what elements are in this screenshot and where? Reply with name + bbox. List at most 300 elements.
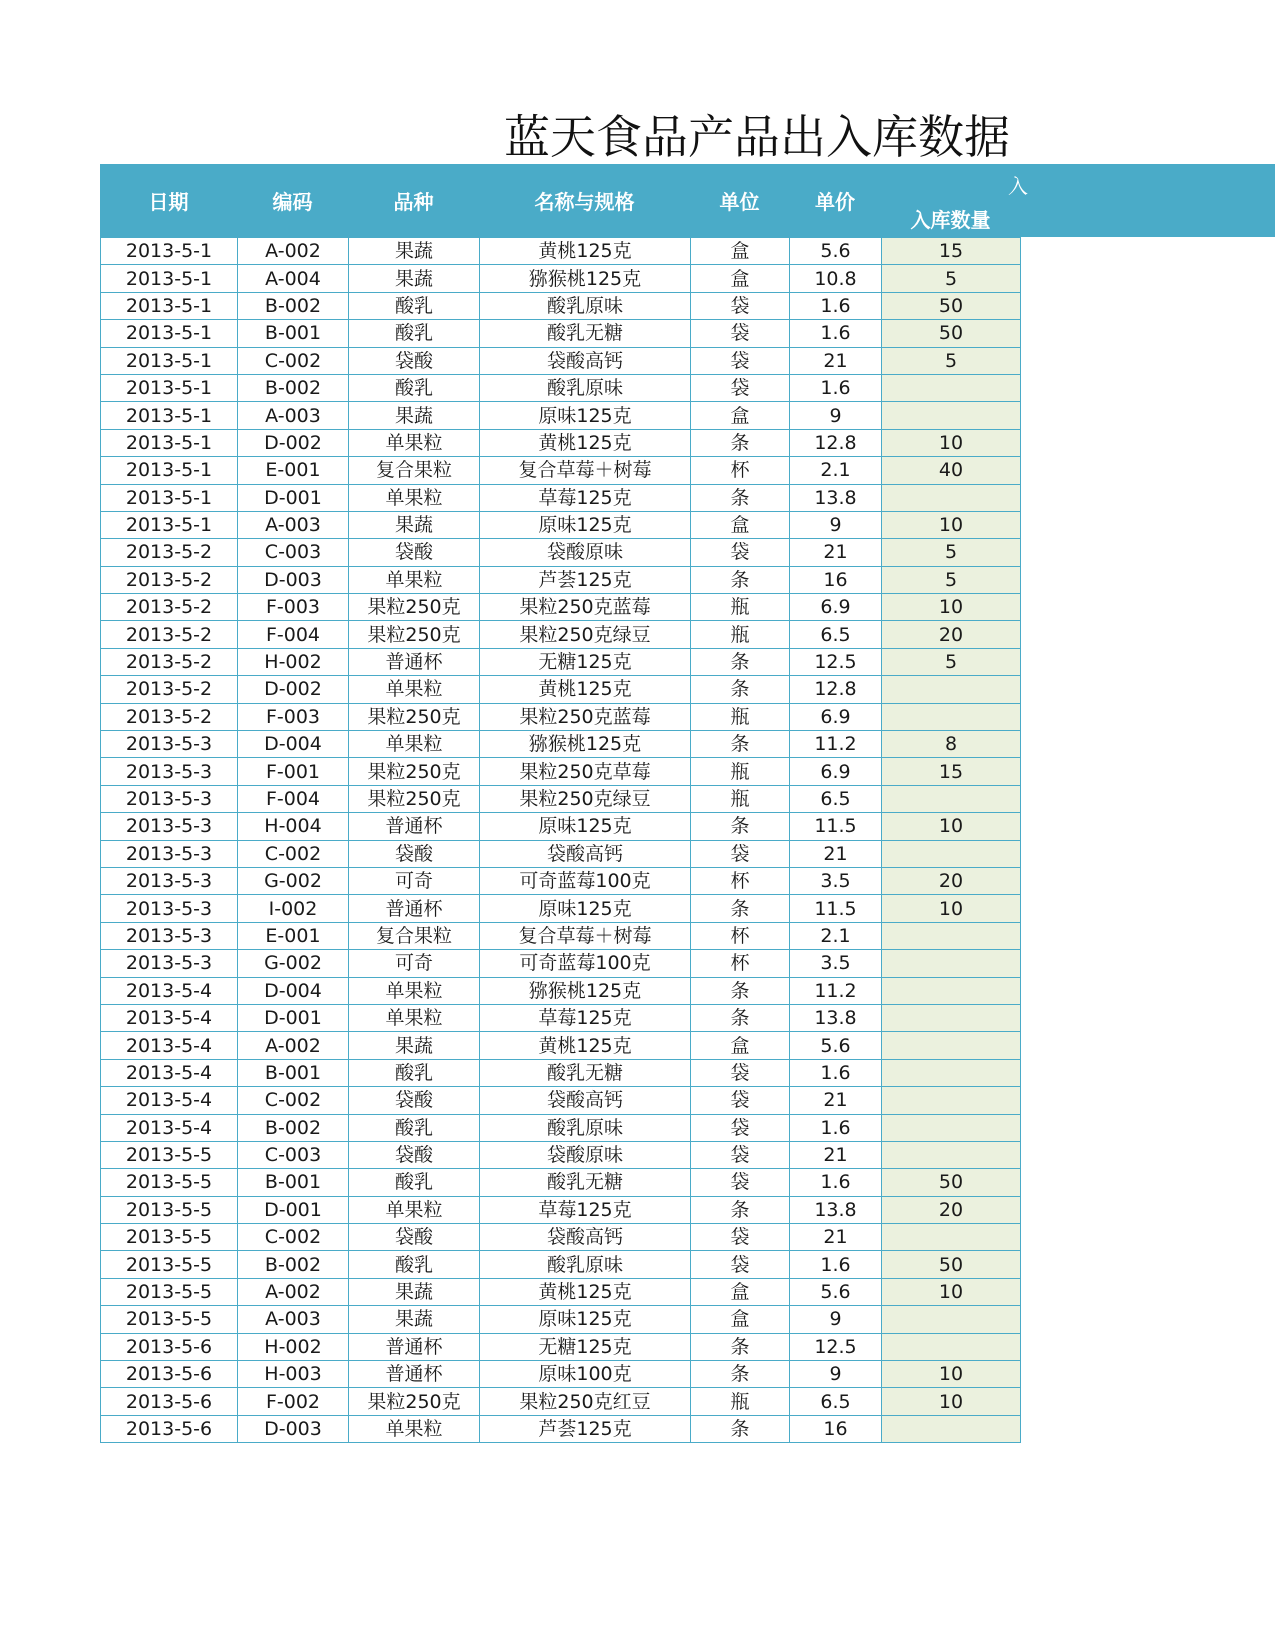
table-row — [101, 1224, 1021, 1251]
cell-name-spec: 芦荟125克 — [480, 566, 691, 593]
table-row — [101, 1087, 1021, 1114]
cell-code: B-001 — [238, 320, 349, 347]
cell-unit-price: 1.6 — [790, 320, 882, 347]
cell-code: A-003 — [238, 1306, 349, 1333]
table-row — [101, 402, 1021, 429]
cell-in-qty: 5 — [882, 539, 1021, 566]
cell-name-spec: 猕猴桃125克 — [480, 731, 691, 758]
cell-code: D-004 — [238, 731, 349, 758]
cell-unit: 杯 — [691, 457, 790, 484]
cell-code: C-002 — [238, 840, 349, 867]
cell-in-qty: 10 — [882, 895, 1021, 922]
cell-code: B-001 — [238, 1059, 349, 1086]
cell-category: 果蔬 — [349, 1306, 480, 1333]
cell-name-spec: 果粒250克蓝莓 — [480, 703, 691, 730]
cell-date: 2013-5-1 — [101, 265, 238, 292]
cell-unit: 条 — [691, 895, 790, 922]
cell-name-spec: 芦荟125克 — [480, 1415, 691, 1442]
cell-category: 果蔬 — [349, 265, 480, 292]
cell-name-spec: 无糖125克 — [480, 1333, 691, 1360]
table-row — [101, 1032, 1021, 1059]
cell-in-qty — [882, 1087, 1021, 1114]
cell-date: 2013-5-2 — [101, 703, 238, 730]
cell-date: 2013-5-4 — [101, 1032, 238, 1059]
cell-unit-price: 12.5 — [790, 1333, 882, 1360]
cell-in-qty: 50 — [882, 1251, 1021, 1278]
cell-in-qty: 5 — [882, 347, 1021, 374]
cell-in-qty: 50 — [882, 1169, 1021, 1196]
cell-unit-price: 1.6 — [790, 1169, 882, 1196]
cell-date: 2013-5-1 — [101, 511, 238, 538]
cell-category: 单果粒 — [349, 731, 480, 758]
cell-category: 果蔬 — [349, 238, 480, 265]
cell-code: B-002 — [238, 1251, 349, 1278]
cell-date: 2013-5-6 — [101, 1388, 238, 1415]
cell-category: 可奇 — [349, 950, 480, 977]
cell-name-spec: 酸乳无糖 — [480, 1169, 691, 1196]
table-row — [101, 758, 1021, 785]
table-row — [101, 484, 1021, 511]
cell-code: I-002 — [238, 895, 349, 922]
cell-name-spec: 果粒250克绿豆 — [480, 785, 691, 812]
cell-category: 酸乳 — [349, 374, 480, 401]
cell-code: F-002 — [238, 1388, 349, 1415]
cell-code: H-004 — [238, 813, 349, 840]
cell-category: 普通杯 — [349, 648, 480, 675]
cell-unit: 条 — [691, 648, 790, 675]
cell-code: A-002 — [238, 1278, 349, 1305]
table-row — [101, 813, 1021, 840]
cell-unit-price: 21 — [790, 539, 882, 566]
cell-unit-price: 5.6 — [790, 1278, 882, 1305]
cell-category: 酸乳 — [349, 1059, 480, 1086]
cell-unit: 瓶 — [691, 703, 790, 730]
cell-category: 果粒250克 — [349, 703, 480, 730]
cell-date: 2013-5-4 — [101, 1004, 238, 1031]
cell-name-spec: 酸乳原味 — [480, 1114, 691, 1141]
cell-unit-price: 2.1 — [790, 457, 882, 484]
cell-name-spec: 无糖125克 — [480, 648, 691, 675]
cell-in-qty: 10 — [882, 1388, 1021, 1415]
header-in-qty: 入库数量 — [910, 208, 991, 232]
cell-unit-price: 21 — [790, 347, 882, 374]
cell-name-spec: 原味125克 — [480, 895, 691, 922]
cell-name-spec: 果粒250克蓝莓 — [480, 594, 691, 621]
cell-code: A-004 — [238, 265, 349, 292]
cell-unit: 盒 — [691, 1306, 790, 1333]
cell-date: 2013-5-6 — [101, 1361, 238, 1388]
cell-unit: 条 — [691, 1415, 790, 1442]
table-row — [101, 1251, 1021, 1278]
cell-name-spec: 草莓125克 — [480, 1004, 691, 1031]
cell-name-spec: 原味100克 — [480, 1361, 691, 1388]
cell-unit: 袋 — [691, 347, 790, 374]
cell-unit-price: 5.6 — [790, 238, 882, 265]
table-row — [101, 1361, 1021, 1388]
cell-date: 2013-5-5 — [101, 1306, 238, 1333]
cell-unit-price: 21 — [790, 1224, 882, 1251]
cell-unit-price: 3.5 — [790, 950, 882, 977]
cell-name-spec: 袋酸高钙 — [480, 1087, 691, 1114]
cell-code: F-004 — [238, 785, 349, 812]
cell-unit-price: 16 — [790, 566, 882, 593]
cell-name-spec: 袋酸原味 — [480, 1141, 691, 1168]
cell-unit-price: 12.5 — [790, 648, 882, 675]
cell-in-qty — [882, 840, 1021, 867]
cell-category: 单果粒 — [349, 1196, 480, 1223]
cell-date: 2013-5-3 — [101, 731, 238, 758]
cell-date: 2013-5-1 — [101, 402, 238, 429]
cell-code: B-002 — [238, 292, 349, 319]
cell-unit-price: 13.8 — [790, 1004, 882, 1031]
cell-code: E-001 — [238, 922, 349, 949]
cell-date: 2013-5-4 — [101, 1059, 238, 1086]
cell-unit: 杯 — [691, 867, 790, 894]
cell-name-spec: 黄桃125克 — [480, 1032, 691, 1059]
table-row — [101, 457, 1021, 484]
table-row — [101, 895, 1021, 922]
cell-category: 可奇 — [349, 867, 480, 894]
cell-category: 单果粒 — [349, 429, 480, 456]
cell-category: 酸乳 — [349, 1251, 480, 1278]
cell-unit: 袋 — [691, 1224, 790, 1251]
table-row — [101, 292, 1021, 319]
cell-in-qty: 20 — [882, 1196, 1021, 1223]
cell-in-qty — [882, 1141, 1021, 1168]
table-row — [101, 867, 1021, 894]
cell-code: B-002 — [238, 1114, 349, 1141]
cell-name-spec: 酸乳无糖 — [480, 320, 691, 347]
cell-in-qty — [882, 785, 1021, 812]
cell-category: 果蔬 — [349, 1278, 480, 1305]
cell-code: D-002 — [238, 429, 349, 456]
cell-date: 2013-5-5 — [101, 1278, 238, 1305]
cell-code: H-002 — [238, 1333, 349, 1360]
cell-code: C-002 — [238, 1224, 349, 1251]
cell-code: C-003 — [238, 1141, 349, 1168]
cell-in-qty: 8 — [882, 731, 1021, 758]
table-body — [101, 238, 1021, 1443]
cell-name-spec: 酸乳原味 — [480, 374, 691, 401]
cell-date: 2013-5-5 — [101, 1141, 238, 1168]
cell-date: 2013-5-3 — [101, 785, 238, 812]
cell-date: 2013-5-2 — [101, 676, 238, 703]
cell-unit: 条 — [691, 429, 790, 456]
cell-date: 2013-5-6 — [101, 1333, 238, 1360]
cell-unit: 条 — [691, 1004, 790, 1031]
table-row — [101, 1141, 1021, 1168]
cell-name-spec: 原味125克 — [480, 813, 691, 840]
cell-code: C-002 — [238, 1087, 349, 1114]
cell-unit: 瓶 — [691, 758, 790, 785]
header-unit-price: 单价 — [815, 190, 855, 214]
cell-code: H-002 — [238, 648, 349, 675]
cell-category: 酸乳 — [349, 320, 480, 347]
cell-date: 2013-5-1 — [101, 292, 238, 319]
cell-unit-price: 11.5 — [790, 813, 882, 840]
cell-unit: 条 — [691, 1333, 790, 1360]
cell-in-qty — [882, 977, 1021, 1004]
cell-code: B-002 — [238, 374, 349, 401]
table-row — [101, 1059, 1021, 1086]
cell-unit: 袋 — [691, 539, 790, 566]
cell-category: 果蔬 — [349, 1032, 480, 1059]
cell-unit: 盒 — [691, 265, 790, 292]
cell-category: 酸乳 — [349, 292, 480, 319]
table-row — [101, 1278, 1021, 1305]
cell-unit-price: 10.8 — [790, 265, 882, 292]
cell-name-spec: 酸乳原味 — [480, 292, 691, 319]
cell-unit: 条 — [691, 566, 790, 593]
cell-unit-price: 5.6 — [790, 1032, 882, 1059]
table-row — [101, 238, 1021, 265]
cell-name-spec: 猕猴桃125克 — [480, 265, 691, 292]
cell-unit: 瓶 — [691, 621, 790, 648]
cell-unit: 袋 — [691, 1114, 790, 1141]
cell-date: 2013-5-1 — [101, 238, 238, 265]
cell-category: 普通杯 — [349, 1361, 480, 1388]
header-code: 编码 — [272, 190, 313, 214]
table-row — [101, 594, 1021, 621]
cell-unit-price: 3.5 — [790, 867, 882, 894]
cell-unit: 瓶 — [691, 1388, 790, 1415]
table-row — [101, 1004, 1021, 1031]
cell-date: 2013-5-1 — [101, 457, 238, 484]
cell-category: 复合果粒 — [349, 457, 480, 484]
cell-date: 2013-5-6 — [101, 1415, 238, 1442]
cell-name-spec: 原味125克 — [480, 1306, 691, 1333]
cell-unit-price: 12.8 — [790, 676, 882, 703]
cell-code: A-002 — [238, 238, 349, 265]
cell-unit: 盒 — [691, 402, 790, 429]
cell-unit: 袋 — [691, 1169, 790, 1196]
header-name-spec: 名称与规格 — [534, 190, 635, 214]
cell-unit: 杯 — [691, 922, 790, 949]
cell-unit: 袋 — [691, 320, 790, 347]
cell-in-qty — [882, 1333, 1021, 1360]
cell-date: 2013-5-4 — [101, 1114, 238, 1141]
cell-name-spec: 袋酸高钙 — [480, 347, 691, 374]
cell-unit-price: 16 — [790, 1415, 882, 1442]
cell-in-qty: 10 — [882, 594, 1021, 621]
cell-name-spec: 果粒250克红豆 — [480, 1388, 691, 1415]
cell-date: 2013-5-1 — [101, 484, 238, 511]
cell-name-spec: 可奇蓝莓100克 — [480, 867, 691, 894]
cell-name-spec: 草莓125克 — [480, 1196, 691, 1223]
cell-date: 2013-5-3 — [101, 867, 238, 894]
cell-unit-price: 1.6 — [790, 1059, 882, 1086]
cell-code: C-003 — [238, 539, 349, 566]
table-row — [101, 511, 1021, 538]
page-title: 蓝天食品产品出入库数据 — [504, 110, 1010, 164]
cell-unit: 袋 — [691, 1141, 790, 1168]
cell-unit-price: 6.5 — [790, 785, 882, 812]
table-row — [101, 621, 1021, 648]
cell-name-spec: 酸乳原味 — [480, 1251, 691, 1278]
cell-code: C-002 — [238, 347, 349, 374]
cell-date: 2013-5-3 — [101, 922, 238, 949]
cell-date: 2013-5-2 — [101, 594, 238, 621]
cell-unit-price: 6.9 — [790, 758, 882, 785]
cell-date: 2013-5-3 — [101, 895, 238, 922]
cell-category: 袋酸 — [349, 1087, 480, 1114]
cell-in-qty: 20 — [882, 621, 1021, 648]
cell-name-spec: 黄桃125克 — [480, 1278, 691, 1305]
header-category: 品种 — [393, 190, 434, 214]
cell-date: 2013-5-2 — [101, 566, 238, 593]
cell-date: 2013-5-1 — [101, 374, 238, 401]
cell-in-qty: 20 — [882, 867, 1021, 894]
cell-category: 酸乳 — [349, 1169, 480, 1196]
cell-date: 2013-5-2 — [101, 539, 238, 566]
cell-unit: 条 — [691, 676, 790, 703]
cell-category: 酸乳 — [349, 1114, 480, 1141]
cell-category: 果粒250克 — [349, 785, 480, 812]
cell-unit: 条 — [691, 1361, 790, 1388]
table-row — [101, 320, 1021, 347]
cell-unit-price: 1.6 — [790, 1114, 882, 1141]
cell-unit: 条 — [691, 813, 790, 840]
cell-unit-price: 6.9 — [790, 594, 882, 621]
cell-name-spec: 黄桃125克 — [480, 429, 691, 456]
table-row — [101, 731, 1021, 758]
cell-unit-price: 1.6 — [790, 1251, 882, 1278]
cell-category: 袋酸 — [349, 1224, 480, 1251]
table-row — [101, 1388, 1021, 1415]
table-row — [101, 1333, 1021, 1360]
cell-unit: 杯 — [691, 950, 790, 977]
cell-unit-price: 12.8 — [790, 429, 882, 456]
cell-code: F-003 — [238, 594, 349, 621]
cell-category: 果粒250克 — [349, 1388, 480, 1415]
header-unit: 单位 — [719, 190, 760, 214]
cell-code: D-003 — [238, 566, 349, 593]
cell-code: D-001 — [238, 484, 349, 511]
cell-category: 普通杯 — [349, 813, 480, 840]
cell-category: 果粒250克 — [349, 594, 480, 621]
cell-name-spec: 袋酸高钙 — [480, 1224, 691, 1251]
cell-name-spec: 原味125克 — [480, 402, 691, 429]
cell-date: 2013-5-1 — [101, 429, 238, 456]
table-row — [101, 922, 1021, 949]
cell-in-qty — [882, 1004, 1021, 1031]
cell-code: F-004 — [238, 621, 349, 648]
cell-category: 袋酸 — [349, 347, 480, 374]
cell-unit-price: 9 — [790, 402, 882, 429]
table-row — [101, 1169, 1021, 1196]
cell-unit-price: 11.5 — [790, 895, 882, 922]
cell-name-spec: 袋酸高钙 — [480, 840, 691, 867]
cell-code: A-003 — [238, 511, 349, 538]
cell-name-spec: 黄桃125克 — [480, 676, 691, 703]
cell-date: 2013-5-2 — [101, 648, 238, 675]
cell-category: 普通杯 — [349, 1333, 480, 1360]
cell-unit-price: 13.8 — [790, 1196, 882, 1223]
cell-code: G-002 — [238, 950, 349, 977]
cell-category: 单果粒 — [349, 566, 480, 593]
cell-unit: 条 — [691, 731, 790, 758]
cell-unit-price: 9 — [790, 511, 882, 538]
table-row — [101, 785, 1021, 812]
cell-in-qty — [882, 1059, 1021, 1086]
inventory-table — [100, 237, 1021, 1443]
cell-category: 果蔬 — [349, 511, 480, 538]
cell-code: F-001 — [238, 758, 349, 785]
cell-unit: 盒 — [691, 1032, 790, 1059]
cell-category: 果粒250克 — [349, 621, 480, 648]
cell-name-spec: 猕猴桃125克 — [480, 977, 691, 1004]
cell-unit-price: 21 — [790, 1087, 882, 1114]
cell-code: H-003 — [238, 1361, 349, 1388]
cell-date: 2013-5-4 — [101, 1087, 238, 1114]
cell-code: D-004 — [238, 977, 349, 1004]
cell-code: A-002 — [238, 1032, 349, 1059]
cell-date: 2013-5-5 — [101, 1224, 238, 1251]
cell-in-qty: 40 — [882, 457, 1021, 484]
cell-unit: 袋 — [691, 292, 790, 319]
cell-in-qty — [882, 484, 1021, 511]
cell-unit: 条 — [691, 977, 790, 1004]
table-row — [101, 347, 1021, 374]
cell-date: 2013-5-3 — [101, 840, 238, 867]
table-row — [101, 566, 1021, 593]
cell-unit-price: 6.9 — [790, 703, 882, 730]
cell-in-qty: 10 — [882, 1361, 1021, 1388]
cell-category: 单果粒 — [349, 1415, 480, 1442]
cell-date: 2013-5-1 — [101, 320, 238, 347]
cell-unit-price: 11.2 — [790, 977, 882, 1004]
table-row — [101, 950, 1021, 977]
cell-unit: 袋 — [691, 374, 790, 401]
cell-in-qty — [882, 1032, 1021, 1059]
cell-category: 复合果粒 — [349, 922, 480, 949]
table-row — [101, 265, 1021, 292]
cell-unit-price: 13.8 — [790, 484, 882, 511]
cell-category: 单果粒 — [349, 1004, 480, 1031]
cell-date: 2013-5-2 — [101, 621, 238, 648]
cell-in-qty: 10 — [882, 1278, 1021, 1305]
cell-in-qty: 15 — [882, 238, 1021, 265]
cell-unit: 盒 — [691, 511, 790, 538]
cell-unit-price: 6.5 — [790, 1388, 882, 1415]
cell-category: 单果粒 — [349, 977, 480, 1004]
cell-in-qty: 50 — [882, 292, 1021, 319]
cell-in-qty: 5 — [882, 648, 1021, 675]
table-row — [101, 676, 1021, 703]
cell-code: D-001 — [238, 1196, 349, 1223]
cell-name-spec: 酸乳无糖 — [480, 1059, 691, 1086]
cell-date: 2013-5-1 — [101, 347, 238, 374]
cell-name-spec: 可奇蓝莓100克 — [480, 950, 691, 977]
cell-in-qty — [882, 402, 1021, 429]
cell-in-qty: 50 — [882, 320, 1021, 347]
cell-name-spec: 原味125克 — [480, 511, 691, 538]
cell-in-qty: 5 — [882, 566, 1021, 593]
cell-category: 单果粒 — [349, 676, 480, 703]
cell-unit: 盒 — [691, 1278, 790, 1305]
table-row — [101, 840, 1021, 867]
cell-in-qty: 10 — [882, 429, 1021, 456]
cell-unit-price: 21 — [790, 840, 882, 867]
cell-date: 2013-5-3 — [101, 813, 238, 840]
cell-unit: 袋 — [691, 1251, 790, 1278]
cell-code: D-002 — [238, 676, 349, 703]
table-row — [101, 703, 1021, 730]
cell-unit: 瓶 — [691, 594, 790, 621]
cell-category: 果粒250克 — [349, 758, 480, 785]
cell-category: 单果粒 — [349, 484, 480, 511]
cell-in-qty — [882, 950, 1021, 977]
